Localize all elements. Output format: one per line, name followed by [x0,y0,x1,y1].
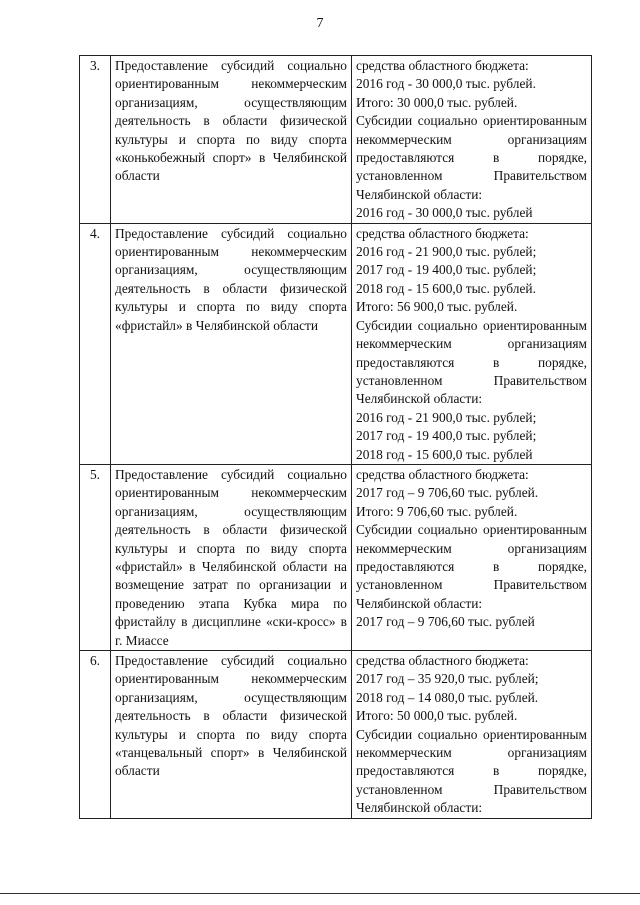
funding-line: 2018 год – 14 080,0 тыс. рублей. [356,689,539,705]
funding-line: 2017 год – 9 706,60 тыс. рублей. [356,485,539,501]
funding-line: 2016 год - 21 900,0 тыс. рублей; [356,244,537,260]
funding-line: 2016 год - 30 000,0 тыс. рублей. [356,76,536,92]
row-number: 4. [80,223,111,464]
measure-description [111,651,352,819]
table-row [80,223,592,464]
funding-line: Итого: 56 900,0 тыс. рублей. [356,299,518,315]
funding-line: средства областного бюджета: [356,225,529,241]
measure-text: Предоставление субсидий социально ориентированным некоммерческим организациям, осуществляющим деятельность в области физической культуры и спорта по виду спорта «фристайл» в Челябинской области на возмещение затрат по организации и проведению этапа Кубка мира по фристайлу в дисциплине «ски-кросс» в г. Миассе [115,466,347,648]
funding-line: средства областного бюджета: [356,58,529,73]
funding-cell [352,56,592,224]
funding-line: 2016 год - 30 000,0 тыс. рублей [356,205,533,221]
funding-paragraph: Субсидии социально ориентированным некоммерческим организациям предоставляются в порядке, установленном Правительством Челябинской области: [356,113,587,202]
funding-line: 2018 год - 15 600,0 тыс. рублей. [356,280,536,296]
funding-paragraph: Субсидии социально ориентированным некоммерческим организациям предоставляются в порядке, установленном Правительством Челябинской области: [356,726,587,816]
table-row [80,56,592,224]
measure-text: Предоставление субсидий социально ориентированным некоммерческим организациям, осуществляющим деятельность в области физической культуры и спорта по виду спорта «фристайл» в Челябинской области [115,225,347,333]
funding-line: средства областного бюджета: [356,466,529,482]
measure-text: Предоставление субсидий социально ориентированным некоммерческим организациям, осуществляющим деятельность в области физической культуры и спорта по виду спорта «конькобежный спорт» в Челябинской области [115,58,347,184]
funding-line: 2017 год - 19 400,0 тыс. рублей; [356,262,537,278]
row-number: 3. [80,56,111,224]
subsidy-table [79,55,592,819]
funding-paragraph: Субсидии социально ориентированным некоммерческим организациям предоставляются в порядке, установленном Правительством Челябинской области: [356,317,587,407]
funding-line: Итого: 30 000,0 тыс. рублей. [356,94,518,110]
funding-line: 2016 год - 21 900,0 тыс. рублей; [356,409,537,425]
page-number: 7 [316,16,324,31]
funding-line: 2017 год - 19 400,0 тыс. рублей; [356,428,537,444]
row-number: 6. [80,651,111,819]
funding-line: Итого: 50 000,0 тыс. рублей. [356,708,518,724]
funding-line: 2017 год – 9 706,60 тыс. рублей [356,614,535,630]
funding-line: Итого: 9 706,60 тыс. рублей. [356,503,518,519]
funding-cell [352,651,592,819]
funding-line: средства областного бюджета: [356,653,529,668]
measure-description [111,223,352,464]
row-number: 5. [80,464,111,650]
measure-text: Предоставление субсидий социально ориентированным некоммерческим организациям, осуществляющим деятельность в области физической культуры и спорта по виду спорта «танцевальный спорт» в Челябинской области [115,653,347,779]
funding-cell [352,464,592,650]
measure-description [111,56,352,224]
measure-description [111,464,352,650]
table-row [80,651,592,819]
funding-line: 2017 год – 35 920,0 тыс. рублей; [356,671,539,687]
table-row [80,464,592,650]
funding-cell [352,223,592,464]
page-bottom-rule [0,893,640,894]
funding-line: 2018 год - 15 600,0 тыс. рублей [356,446,533,462]
funding-paragraph: Субсидии социально ориентированным некоммерческим организациям предоставляются в порядке, установленном Правительством Челябинской области: [356,522,587,611]
